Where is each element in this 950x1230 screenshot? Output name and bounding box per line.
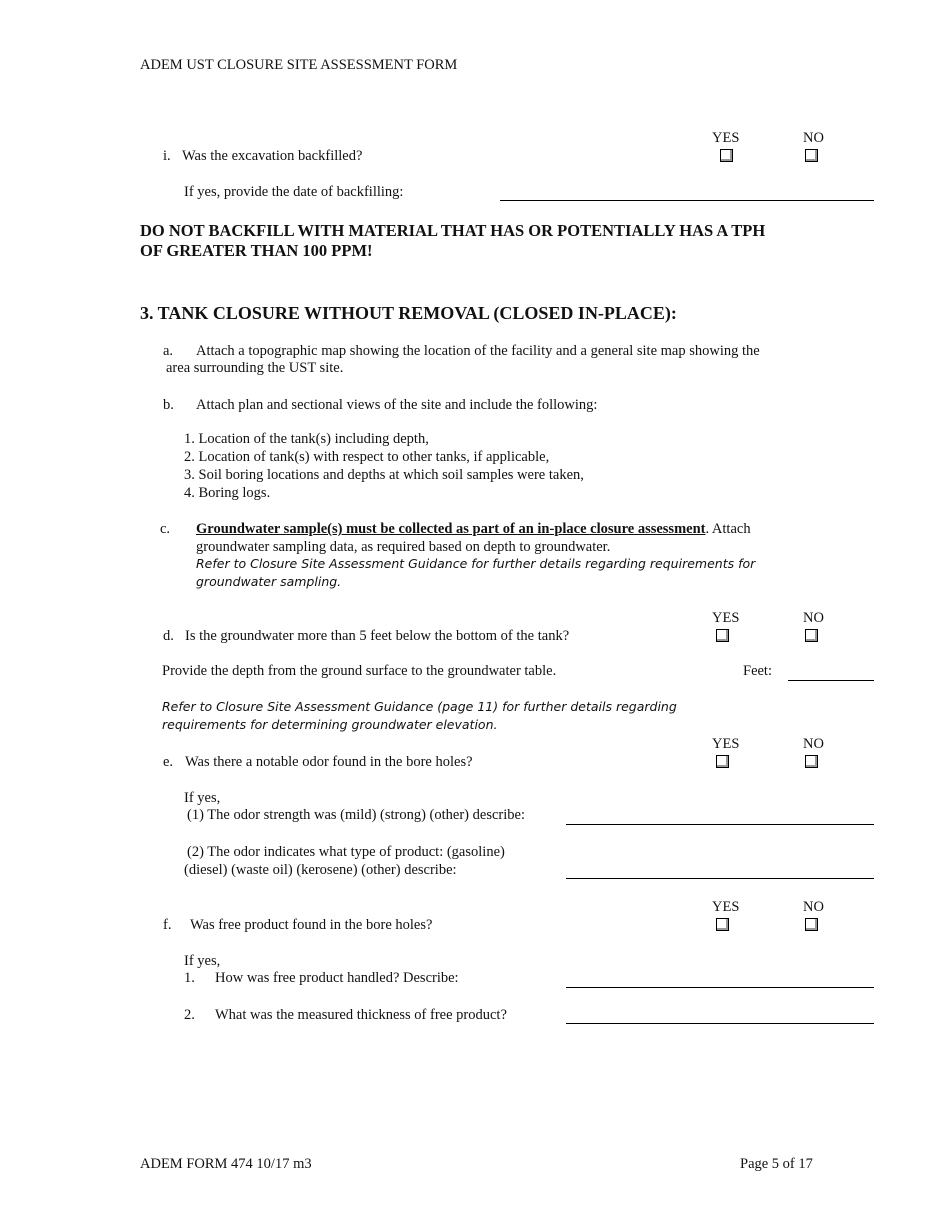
- item-i-marker: i.: [163, 148, 171, 164]
- item-c-line-2: groundwater sampling data, as required based on depth to groundwater.: [196, 539, 611, 555]
- backfill-date-field[interactable]: [500, 200, 874, 201]
- item-a-marker: a.: [163, 343, 174, 359]
- footer-form-number: ADEM FORM 474 10/17 m3: [140, 1156, 312, 1172]
- item-e-yes-checkbox[interactable]: [716, 755, 729, 768]
- form-header-title: ADEM UST CLOSURE SITE ASSESSMENT FORM: [140, 57, 458, 73]
- no-label: NO: [803, 899, 824, 915]
- feet-label: Feet:: [743, 663, 772, 679]
- item-c-attach: . Attach: [705, 521, 751, 537]
- item-f-no-checkbox[interactable]: [805, 918, 818, 931]
- yes-label: YES: [712, 610, 740, 626]
- no-label: NO: [803, 736, 824, 752]
- item-e-question: Was there a notable odor found in the bore holes?: [185, 754, 473, 770]
- list-item: 4. Boring logs.: [184, 485, 271, 501]
- item-b-marker: b.: [163, 397, 174, 413]
- item-e-q2-line-1: (2) The odor indicates what type of product: (gasoline): [187, 844, 505, 860]
- item-d-note-1: Refer to Closure Site Assessment Guidance (page 11) for further details regarding: [162, 699, 677, 714]
- item-f-q2-number: 2.: [184, 1007, 195, 1023]
- depth-label: Provide the depth from the ground surface to the groundwater table.: [162, 663, 557, 679]
- item-f-q1: How was free product handled? Describe:: [215, 970, 459, 986]
- free-product-handling-field[interactable]: [566, 987, 874, 988]
- item-f-if-yes: If yes,: [184, 953, 221, 969]
- item-f-q1-number: 1.: [184, 970, 195, 986]
- item-c-line-1: [196, 521, 751, 538]
- yes-label: YES: [712, 736, 740, 752]
- item-i-followup: If yes, provide the date of backfilling:: [184, 184, 404, 200]
- free-product-thickness-field[interactable]: [566, 1023, 874, 1024]
- item-d-note-2: requirements for determining groundwater elevation.: [162, 717, 498, 732]
- warning-line-2: OF GREATER THAN 100 PPM!: [140, 241, 373, 260]
- item-e-no-checkbox[interactable]: [805, 755, 818, 768]
- no-label: NO: [803, 130, 824, 146]
- feet-field[interactable]: [788, 680, 874, 681]
- item-d-yes-checkbox[interactable]: [716, 629, 729, 642]
- odor-strength-field[interactable]: [566, 824, 874, 825]
- item-b-text: Attach plan and sectional views of the site and include the following:: [196, 397, 598, 413]
- list-item: 2. Location of tank(s) with respect to other tanks, if applicable,: [184, 449, 550, 465]
- item-c-marker: c.: [160, 521, 171, 537]
- item-f-question: Was free product found in the bore holes?: [190, 917, 433, 933]
- list-item: 1. Location of the tank(s) including depth,: [184, 431, 429, 447]
- item-i-question: Was the excavation backfilled?: [182, 148, 363, 164]
- item-i-no-checkbox[interactable]: [805, 149, 818, 162]
- item-i-yes-checkbox[interactable]: [720, 149, 733, 162]
- item-d-no-checkbox[interactable]: [805, 629, 818, 642]
- item-e-marker: e.: [163, 754, 174, 770]
- item-d-question: Is the groundwater more than 5 feet below the bottom of the tank?: [185, 628, 570, 644]
- warning-line-1: DO NOT BACKFILL WITH MATERIAL THAT HAS OR POTENTIALLY HAS A TPH: [140, 221, 766, 240]
- item-a-line-2: area surrounding the UST site.: [166, 360, 344, 376]
- item-d-marker: d.: [163, 628, 174, 644]
- product-type-field[interactable]: [566, 878, 874, 879]
- item-c-note-2: groundwater sampling.: [196, 574, 342, 589]
- item-f-q2: What was the measured thickness of free product?: [215, 1007, 507, 1023]
- yes-label: YES: [712, 130, 740, 146]
- yes-label: YES: [712, 899, 740, 915]
- item-a-line-1: Attach a topographic map showing the location of the facility and a general site map showing the: [196, 343, 760, 359]
- item-c-note-1: Refer to Closure Site Assessment Guidance for further details regarding requirements for: [196, 556, 756, 571]
- list-item: 3. Soil boring locations and depths at which soil samples were taken,: [184, 467, 584, 483]
- item-e-if-yes: If yes,: [184, 790, 221, 806]
- item-c-requirement: Groundwater sample(s) must be collected as part of an in-place closure assessment: [196, 521, 706, 537]
- item-f-yes-checkbox[interactable]: [716, 918, 729, 931]
- no-label: NO: [803, 610, 824, 626]
- section-3-title: 3. TANK CLOSURE WITHOUT REMOVAL (CLOSED IN-PLACE):: [140, 303, 677, 323]
- item-f-marker: f.: [163, 917, 172, 933]
- item-e-q1: (1) The odor strength was (mild) (strong) (other) describe:: [187, 807, 525, 823]
- footer-page-number: Page 5 of 17: [740, 1156, 813, 1172]
- item-e-q2-line-2: (diesel) (waste oil) (kerosene) (other) describe:: [184, 862, 457, 878]
